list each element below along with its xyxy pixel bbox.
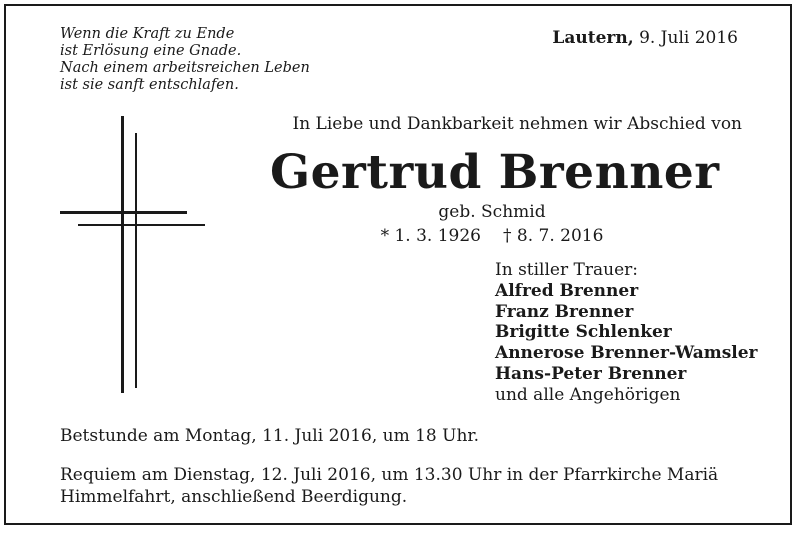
motto-line: Wenn die Kraft zu Ende bbox=[60, 26, 235, 42]
mourners-lead: In stiller Trauer: bbox=[495, 260, 638, 280]
mourner-name: Franz Brenner bbox=[495, 301, 634, 322]
place-and-date bbox=[552, 28, 738, 48]
cross-icon-shadow-bar bbox=[78, 224, 205, 226]
birth-date: * 1. 3. 1926 bbox=[380, 226, 481, 246]
mourner-name: Hans-Peter Brenner bbox=[495, 363, 687, 384]
intro-text: In Liebe und Dankbarkeit nehmen wir Abschied von bbox=[292, 114, 742, 134]
deceased-name: Gertrud Brenner bbox=[270, 145, 720, 200]
death-date: † 8. 7. 2016 bbox=[503, 226, 604, 246]
life-dates bbox=[270, 226, 714, 246]
mourner-name: Brigitte Schlenker bbox=[495, 322, 672, 343]
motto-line: ist sie sanft entschlafen. bbox=[60, 77, 239, 93]
obituary-notice bbox=[4, 4, 792, 525]
cross-icon-bar bbox=[60, 211, 187, 214]
date: 9. Juli 2016 bbox=[639, 28, 738, 48]
motto-line: ist Erlösung eine Gnade. bbox=[60, 43, 242, 59]
vigil-service: Betstunde am Montag, 11. Juli 2016, um 18 Uhr. bbox=[60, 426, 480, 446]
place: Lautern, bbox=[552, 28, 634, 48]
motto-line: Nach einem arbeitsreichen Leben bbox=[60, 60, 310, 76]
requiem-line: Himmelfahrt, anschließend Beerdigung. bbox=[60, 487, 408, 507]
mourner-name: Alfred Brenner bbox=[495, 280, 639, 301]
motto-verse bbox=[60, 26, 380, 94]
requiem-line: Requiem am Dienstag, 12. Juli 2016, um 13.30 Uhr in der Pfarrkirche Mariä bbox=[60, 465, 719, 485]
mourners-tail: und alle Angehörigen bbox=[495, 384, 681, 405]
cross-icon-shadow-vertical bbox=[135, 133, 137, 388]
mourner-name: Annerose Brenner-Wamsler bbox=[495, 343, 758, 364]
mourners-list bbox=[495, 260, 785, 406]
maiden-name: geb. Schmid bbox=[438, 202, 546, 222]
cross-icon bbox=[121, 116, 124, 393]
requiem-service bbox=[60, 464, 760, 508]
